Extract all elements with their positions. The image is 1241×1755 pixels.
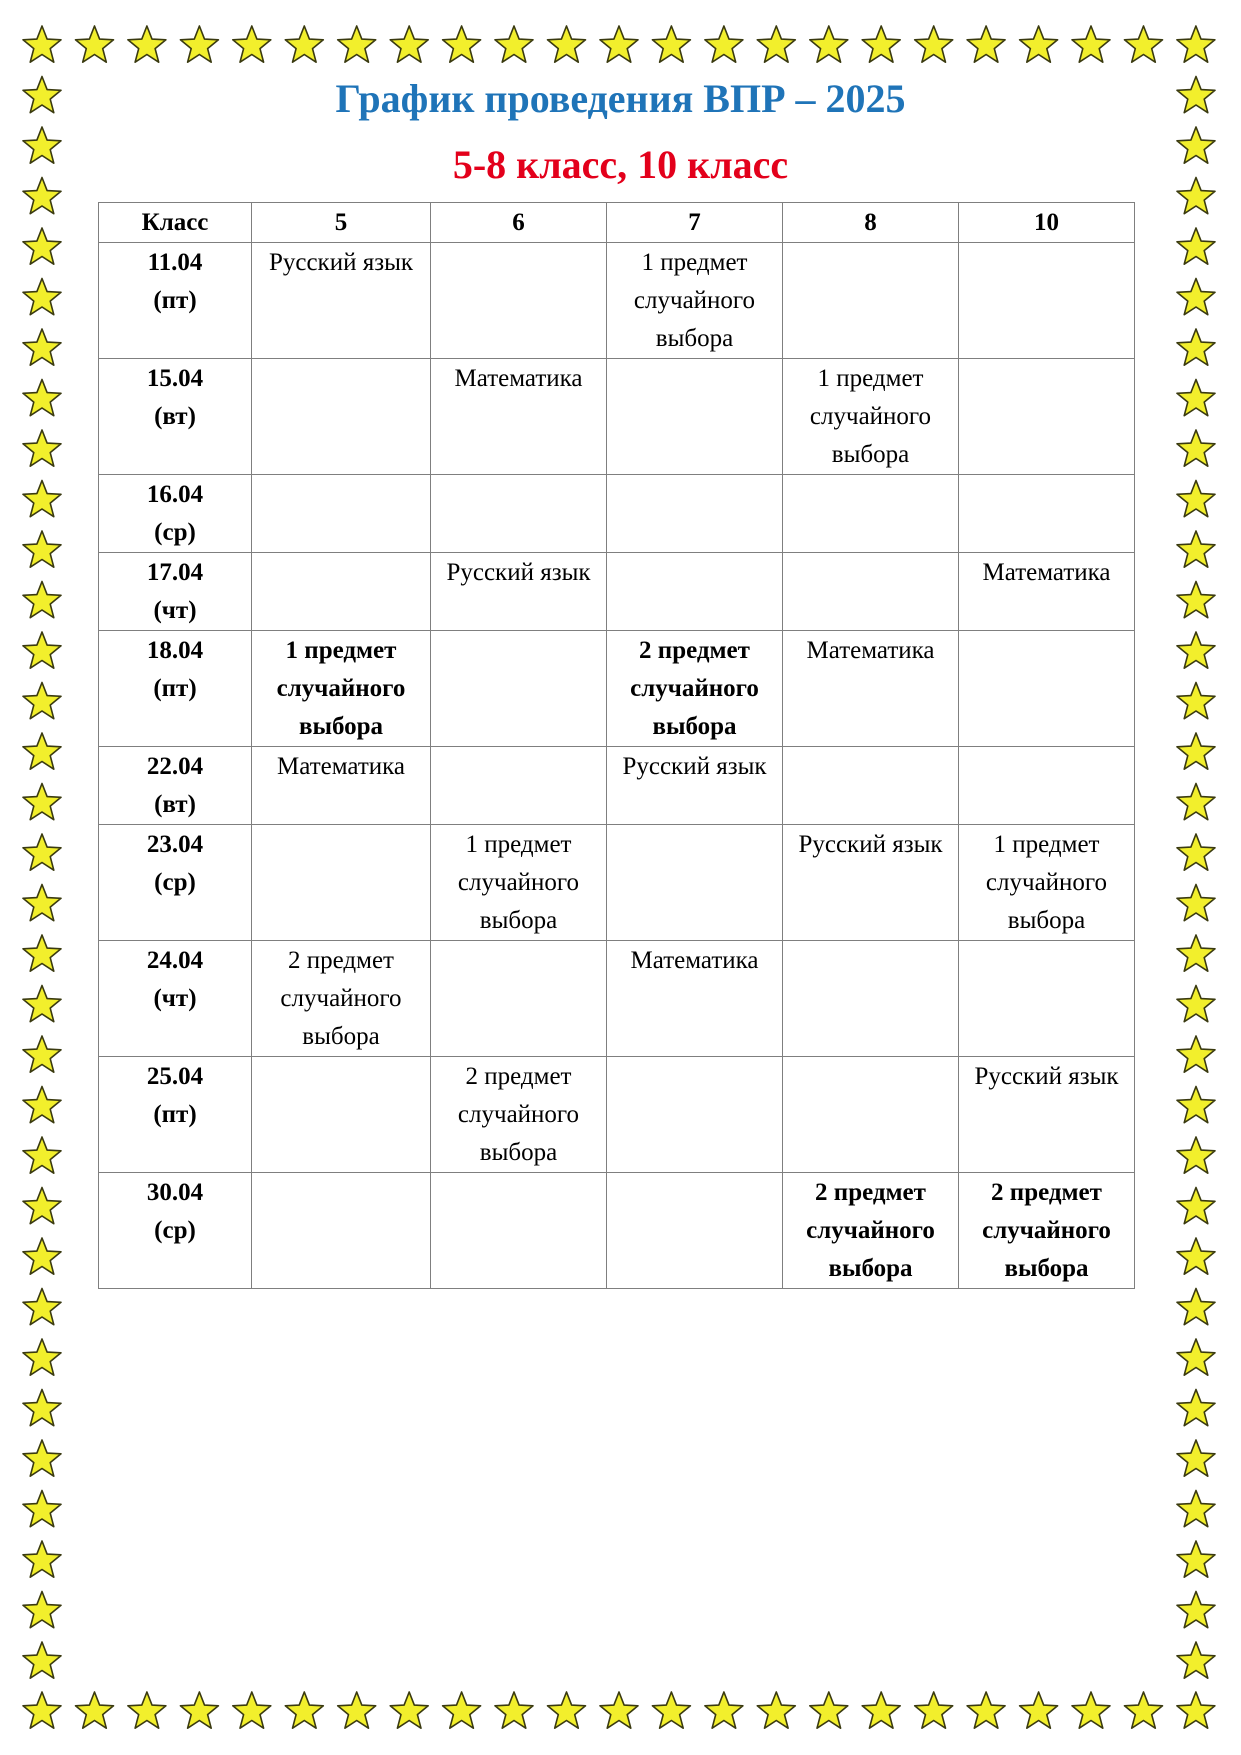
- star-icon: [1177, 1592, 1215, 1628]
- star-icon: [1177, 1238, 1215, 1274]
- star-icon: [1020, 26, 1058, 62]
- exam-cell: [783, 1057, 959, 1173]
- star-icon: [1177, 228, 1215, 264]
- exam-cell: [431, 1173, 607, 1289]
- star-icon: [1177, 430, 1215, 466]
- header-grade-5: 5: [252, 203, 431, 243]
- star-icon: [23, 834, 61, 870]
- star-icon: [810, 1692, 848, 1728]
- star-icon: [600, 26, 638, 62]
- date-cell: [99, 359, 252, 475]
- star-icon: [23, 1692, 61, 1728]
- exam-cell: [431, 243, 607, 359]
- exam-cell: [607, 1173, 783, 1289]
- star-icon: [443, 1692, 481, 1728]
- exam-cell: 1 предмет случайного выбора: [783, 359, 959, 475]
- star-icon: [23, 885, 61, 921]
- exam-cell: Математика: [959, 553, 1135, 631]
- star-icon: [1177, 1036, 1215, 1072]
- star-icon: [652, 1692, 690, 1728]
- star-icon: [1177, 683, 1215, 719]
- star-icon: [23, 784, 61, 820]
- exam-cell: [783, 553, 959, 631]
- star-icon: [23, 26, 61, 62]
- date-cell: [99, 1057, 252, 1173]
- star-icon: [967, 26, 1005, 62]
- star-icon: [1125, 1692, 1163, 1728]
- exam-cell: 2 предмет случайного выбора: [607, 631, 783, 747]
- exam-cell: Математика: [783, 631, 959, 747]
- header-grade-8: 8: [783, 203, 959, 243]
- exam-cell: [783, 747, 959, 825]
- exam-cell: Русский язык: [252, 243, 431, 359]
- exam-cell: 2 предмет случайного выбора: [959, 1173, 1135, 1289]
- date-cell: [99, 1173, 252, 1289]
- star-icon: [23, 1339, 61, 1375]
- star-icon: [23, 582, 61, 618]
- exam-cell: [959, 941, 1135, 1057]
- table-row: [99, 941, 1135, 1057]
- exam-cell: [252, 553, 431, 631]
- star-icon: [1072, 1692, 1110, 1728]
- star-icon: [285, 26, 323, 62]
- star-icon: [915, 26, 953, 62]
- star-icon: [1177, 1440, 1215, 1476]
- star-icon: [23, 935, 61, 971]
- star-icon: [1177, 885, 1215, 921]
- star-icon: [1177, 1339, 1215, 1375]
- header-grade-7: 7: [607, 203, 783, 243]
- star-icon: [338, 26, 376, 62]
- star-icon: [23, 1491, 61, 1527]
- star-icon: [1177, 582, 1215, 618]
- star-icon: [23, 683, 61, 719]
- exam-cell: [252, 475, 431, 553]
- exam-cell: [783, 243, 959, 359]
- exam-cell: [252, 1057, 431, 1173]
- star-icon: [23, 1188, 61, 1224]
- star-icon: [548, 26, 586, 62]
- star-icon: [23, 986, 61, 1022]
- star-icon: [23, 1087, 61, 1123]
- star-icon: [76, 1692, 114, 1728]
- exam-cell: [607, 553, 783, 631]
- star-icon: [862, 1692, 900, 1728]
- date-label: 15.04: [146, 365, 204, 392]
- star-icon: [23, 380, 61, 416]
- star-icon: [1177, 733, 1215, 769]
- star-icon: [1177, 26, 1215, 62]
- star-icon: [23, 1440, 61, 1476]
- exam-cell: [252, 825, 431, 941]
- table-row: [99, 1173, 1135, 1289]
- exam-cell: [959, 359, 1135, 475]
- exam-cell: [431, 631, 607, 747]
- date-label: 22.04: [146, 753, 204, 780]
- star-icon: [495, 1692, 533, 1728]
- table-row: [99, 747, 1135, 825]
- star-icon: [390, 1692, 428, 1728]
- exam-cell: 2 предмет случайного выбора: [252, 941, 431, 1057]
- exam-cell: 1 предмет случайного выбора: [607, 243, 783, 359]
- exam-cell: Математика: [431, 359, 607, 475]
- weekday-label: (ср): [154, 519, 196, 546]
- exam-cell: Русский язык: [959, 1057, 1135, 1173]
- table-row: [99, 631, 1135, 747]
- star-icon: [1177, 1692, 1215, 1728]
- star-icon: [76, 26, 114, 62]
- header-grade-10: 10: [959, 203, 1135, 243]
- star-icon: [548, 1692, 586, 1728]
- star-icon: [810, 26, 848, 62]
- star-icon: [1072, 26, 1110, 62]
- star-icon: [1177, 1491, 1215, 1527]
- exam-cell: [607, 825, 783, 941]
- weekday-label: (ср): [154, 1217, 196, 1244]
- page-subtitle: 5-8 класс, 10 класс: [452, 142, 789, 187]
- star-icon: [233, 1692, 271, 1728]
- exam-cell: [607, 359, 783, 475]
- star-icon: [1177, 1137, 1215, 1173]
- date-cell: [99, 941, 252, 1057]
- exam-cell: [607, 475, 783, 553]
- exam-cell: Русский язык: [783, 825, 959, 941]
- table-row: [99, 243, 1135, 359]
- exam-cell: Математика: [607, 941, 783, 1057]
- date-cell: [99, 631, 252, 747]
- exam-cell: [783, 475, 959, 553]
- star-icon: [705, 1692, 743, 1728]
- exam-cell: Математика: [252, 747, 431, 825]
- table-header-row: [99, 203, 1135, 243]
- exam-cell: [783, 941, 959, 1057]
- exam-cell: 1 предмет случайного выбора: [431, 825, 607, 941]
- exam-cell: Русский язык: [607, 747, 783, 825]
- exam-cell: [431, 747, 607, 825]
- star-icon: [1177, 986, 1215, 1022]
- date-cell: [99, 747, 252, 825]
- date-label: 25.04: [146, 1063, 204, 1090]
- star-icon: [443, 26, 481, 62]
- star-icon: [1177, 279, 1215, 315]
- exam-cell: Русский язык: [431, 553, 607, 631]
- star-icon: [23, 1592, 61, 1628]
- star-icon: [1177, 481, 1215, 517]
- star-icon: [1020, 1692, 1058, 1728]
- table-row: [99, 475, 1135, 553]
- star-icon: [23, 531, 61, 567]
- date-label: 30.04: [146, 1179, 204, 1206]
- star-icon: [23, 228, 61, 264]
- star-icon: [1177, 1390, 1215, 1426]
- star-icon: [1177, 329, 1215, 365]
- exam-cell: [959, 475, 1135, 553]
- page-title: График проведения ВПР – 2025: [335, 76, 906, 121]
- star-icon: [23, 329, 61, 365]
- star-icon: [600, 1692, 638, 1728]
- table-row: [99, 359, 1135, 475]
- star-icon: [1125, 26, 1163, 62]
- star-icon: [705, 26, 743, 62]
- date-label: 18.04: [146, 637, 204, 664]
- exam-cell: [252, 359, 431, 475]
- exam-cell: [252, 1173, 431, 1289]
- exam-cell: [959, 243, 1135, 359]
- star-icon: [1177, 834, 1215, 870]
- star-icon: [128, 1692, 166, 1728]
- star-icon: [23, 430, 61, 466]
- star-icon: [128, 26, 166, 62]
- star-icon: [23, 279, 61, 315]
- header-grade-6: 6: [431, 203, 607, 243]
- star-icon: [862, 26, 900, 62]
- exam-cell: [431, 941, 607, 1057]
- table-row: [99, 1057, 1135, 1173]
- exam-cell: [607, 1057, 783, 1173]
- date-cell: [99, 553, 252, 631]
- star-icon: [967, 1692, 1005, 1728]
- weekday-label: (вт): [154, 791, 196, 818]
- star-icon: [23, 1137, 61, 1173]
- weekday-label: (пт): [153, 675, 197, 702]
- star-icon: [1177, 1289, 1215, 1325]
- table-row: [99, 553, 1135, 631]
- star-icon: [180, 26, 218, 62]
- star-icon: [23, 1036, 61, 1072]
- star-icon: [23, 1541, 61, 1577]
- star-icon: [1177, 380, 1215, 416]
- star-icon: [757, 1692, 795, 1728]
- weekday-label: (чт): [153, 985, 197, 1012]
- weekday-label: (чт): [153, 597, 197, 624]
- weekday-label: (вт): [154, 403, 196, 430]
- exam-cell: 2 предмет случайного выбора: [431, 1057, 607, 1173]
- star-icon: [1177, 531, 1215, 567]
- star-icon: [233, 26, 271, 62]
- star-icon: [1177, 1188, 1215, 1224]
- star-icon: [1177, 1087, 1215, 1123]
- star-icon: [23, 733, 61, 769]
- star-icon: [1177, 935, 1215, 971]
- exam-cell: [431, 475, 607, 553]
- exam-cell: 2 предмет случайного выбора: [783, 1173, 959, 1289]
- header-class: Класс: [99, 203, 252, 243]
- star-icon: [23, 1238, 61, 1274]
- star-icon: [180, 1692, 218, 1728]
- date-cell: [99, 825, 252, 941]
- schedule-table: [98, 202, 1135, 1289]
- star-icon: [285, 1692, 323, 1728]
- star-icon: [915, 1692, 953, 1728]
- star-icon: [23, 1390, 61, 1426]
- star-icon: [390, 26, 428, 62]
- date-label: 17.04: [146, 559, 204, 586]
- weekday-label: (пт): [153, 287, 197, 314]
- star-icon: [495, 26, 533, 62]
- star-icon: [23, 481, 61, 517]
- star-icon: [23, 1289, 61, 1325]
- date-label: 16.04: [146, 481, 204, 508]
- table-row: [99, 825, 1135, 941]
- star-icon: [23, 632, 61, 668]
- date-label: 23.04: [146, 831, 204, 858]
- exam-cell: [959, 631, 1135, 747]
- exam-cell: 1 предмет случайного выбора: [959, 825, 1135, 941]
- star-icon: [757, 26, 795, 62]
- exam-cell: 1 предмет случайного выбора: [252, 631, 431, 747]
- exam-cell: [959, 747, 1135, 825]
- date-cell: [99, 475, 252, 553]
- date-label: 11.04: [147, 249, 203, 276]
- date-label: 24.04: [146, 947, 204, 974]
- weekday-label: (ср): [154, 869, 196, 896]
- star-icon: [1177, 1642, 1215, 1678]
- date-cell: [99, 243, 252, 359]
- star-icon: [652, 26, 690, 62]
- weekday-label: (пт): [153, 1101, 197, 1128]
- star-icon: [1177, 632, 1215, 668]
- star-icon: [338, 1692, 376, 1728]
- star-icon: [23, 1642, 61, 1678]
- star-icon: [1177, 1541, 1215, 1577]
- star-icon: [1177, 784, 1215, 820]
